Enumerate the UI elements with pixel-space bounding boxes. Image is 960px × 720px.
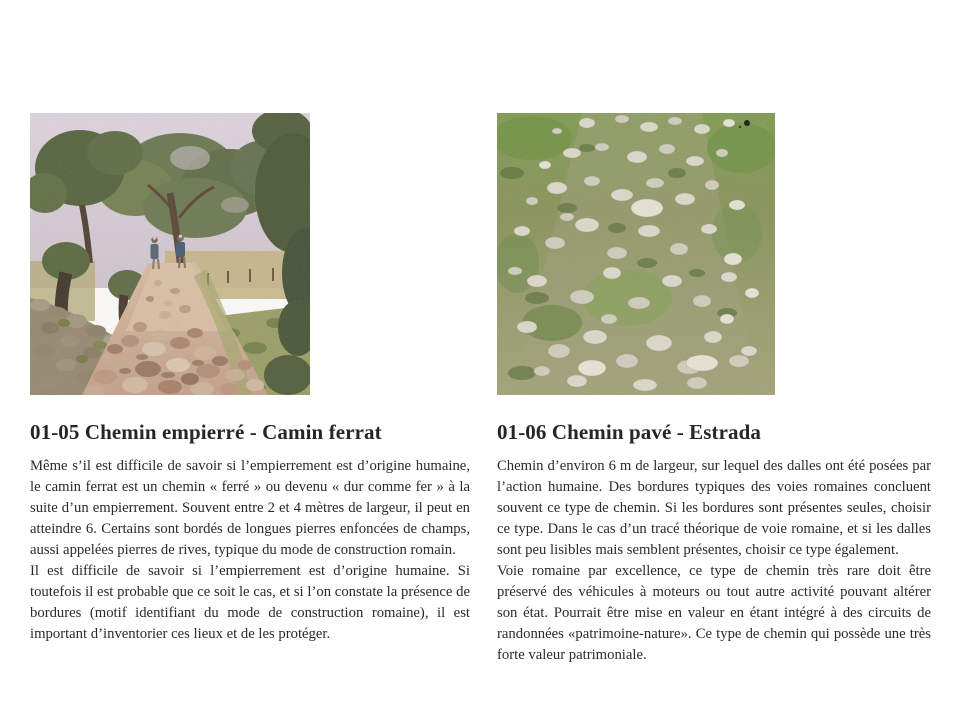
photo-chemin-empierre (30, 113, 470, 395)
section-chemin-pave (497, 113, 931, 666)
section-paragraph: Même s’il est difficile de savoir si l’empierrement est d’origine humaine, le camin ferrat est un chemin « ferré » ou devenu « dur comme fer » à la suite d’un empierrement. Souvent entre 2 et 4 mètres de largeur, il peut en atteindre 6. Certains sont bordés de longues pierres enfoncées de champs, aussi appelées pierres de rives, typique du mode de construction romain. (30, 458, 470, 558)
section-chemin-empierre (30, 113, 470, 645)
section-paragraph: Voie romaine par excellence, ce type de chemin très rare doit être préservé des véhicules à moteurs ou tout autre activité pouvant altérer son état. Pourrait être mise en valeur en étant intégré à des circuits de randonnées «patrimoine-nature». Ce type de chemin qui possède une très forte valeur patrimoniale. (497, 563, 931, 663)
trail-photo-illustration (30, 113, 310, 395)
section-heading-01-06: 01-06 Chemin pavé - Estrada (497, 420, 762, 444)
photo-chemin-pave (497, 113, 931, 395)
paved-path-photo-illustration (497, 113, 775, 395)
section-paragraph: Chemin d’environ 6 m de largeur, sur lequel des dalles ont été posées par l’action humaine. Des bordures typiques des voies romaines concluent souvent ce type de chemin. Si les bordures sont présentes seules, choisir ce type. Dans le cas d’un tracé théorique de voie romaine, et si les dalles sont peu lisibles mais semblent présentes, choisir ce type également. (497, 458, 931, 558)
section-heading-01-05: 01-05 Chemin empierré - Camin ferrat (30, 420, 382, 444)
section-paragraph: Il est difficile de savoir si l’empierrement est d’origine humaine. Si toutefois il est probable que ce soit le cas, et si l’on constate la présence de bordures (motif identifiant du mode de construction romaine), il est important d’inventorier ces lieux et de les protéger. (30, 563, 470, 642)
